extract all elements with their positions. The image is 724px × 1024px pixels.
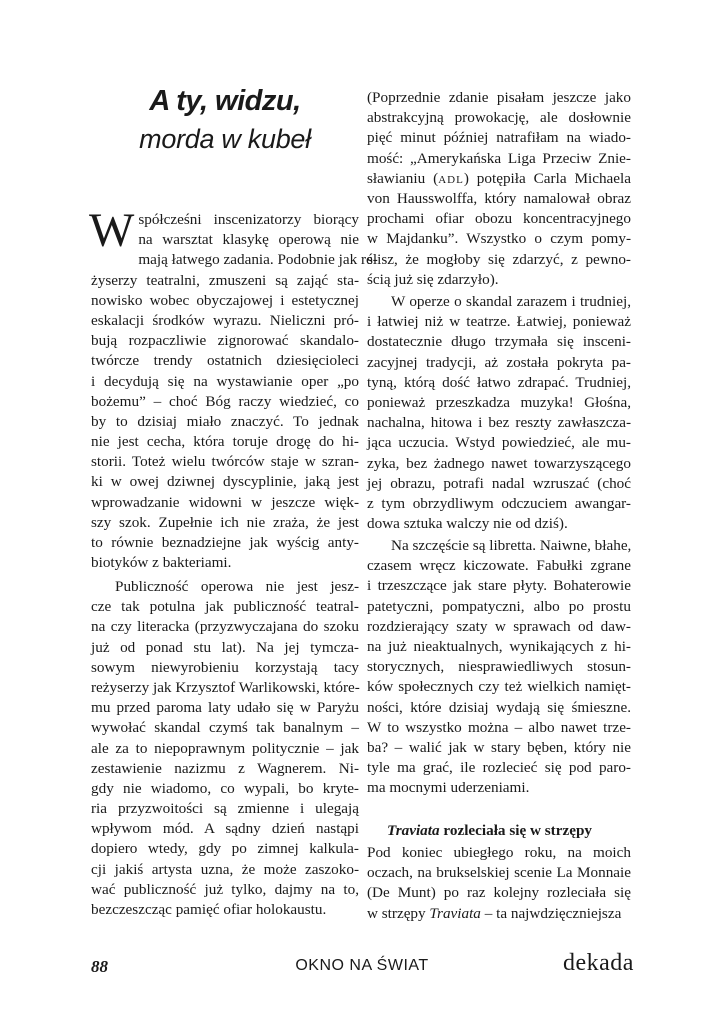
text-line: dostatecznie długo trzymała się insceni- [367,333,631,351]
text-line: W operze o skandal zarazem i trudniej, [391,293,631,310]
text-line: Na szczęście są libretta. Naiwne, błahe, [391,537,632,554]
text-line: w strzępy Traviata – ta najwdzięczniejsza [367,904,622,922]
text-line: ki w owej dziwnej dyscyplinie, jaką jest [91,473,359,491]
text-line: ścią już się zdarzyło). [367,270,499,288]
text-line: ma mocnymi uderzeniami. [367,779,530,797]
text-line: mość: „Amerykańska Liga Przeciw Znie- [367,149,631,167]
text-line: mu przed paroma laty udało się w Paryżu [91,699,359,717]
text-line: zacyjnej tradycji, aż została pokryta pa- [367,353,631,371]
text-line: cze tak potulna jak publiczność teatral- [91,598,359,616]
text-line: ków społecznych czy też wielkich namięt- [367,678,631,696]
text-line: pięć minut później natrafiłam na wiado- [367,129,631,147]
subheading-rest: rozleciała się w strzępy [439,822,592,839]
text-line: wać publiczność już tylko, dajmy na to, [91,880,359,898]
text-line: nowisko wobec obyczajowej i estetycznej [91,291,359,309]
text-line: i łatwiej niż w teatrze. Łatwiej, ponieważ [367,313,631,331]
text-line: spółcześni inscenizatorzy biorący [138,211,359,228]
text-line: to równie beznadziejne jak wyścig anty- [91,534,359,551]
text-line: tyną, którą dość łatwo zdrapać. Trudniej, [367,373,631,391]
text-line: zestawienie nazizmu z Wagnerem. Ni- [91,759,359,777]
text-line: bują rozpaczliwie zignorować skandalo- [91,332,359,350]
text-line: bożemu” – choć Bóg raczy wiedzieć, co [91,392,359,410]
text-line: nachalna, hitowa i bez reszty zawłaszcza- [367,414,631,432]
page-number: 88 [91,957,108,976]
text-line: sławianiu (ADL) potępiła Carla Michaela [367,169,631,187]
text-line: von Hausswolffa, który namalował obraz [367,189,631,207]
text-line: tyle ma grać, ile rozlecieć się pod paro- [367,759,631,777]
left-paragraph-2 [91,577,359,920]
article-title [91,82,359,158]
title-line-2: morda w kubeł [139,124,311,154]
italic-title: Traviata [429,904,481,922]
text-line: czasem wręcz kiczowate. Fabułki zgrane [367,557,631,575]
drop-cap: W [89,204,135,257]
section-subheading [387,821,592,841]
right-paragraph-1 [367,88,631,290]
text-line: rozdzierający szaty w sprawach od daw- [367,617,631,635]
text-line: i trzeszczące jak stare płyty. Bohaterowie [367,577,631,595]
text-line: ności, które dzisiaj wydają się śmieszne. [367,698,631,716]
text-line: na czy literacka (przyzwyczajana do szoku [91,618,359,636]
right-paragraph-4 [367,843,631,924]
text-line: zyka, bez żadnego nawet towarzyszącego [367,454,631,472]
section-name: OKNO NA ŚWIAT [295,957,429,974]
magazine-logo: dekada [563,950,634,976]
text-line: reżyserzy jak Krzysztof Warlikowski, które- [91,678,360,696]
text-line: twórcze trendy ostatnich dziesięcioleci [91,352,359,370]
text-line: (Poprzednie zdanie pisałam jeszcze jako [367,89,631,106]
text-line: dowa sztuka walczy nie od dziś). [367,515,568,533]
text-line: i decydują się na wystawianie oper „po [91,372,359,390]
text-line: ale za to niepoprawnym politycznie – jak [91,739,359,757]
text-line: storii. Toteż wielu twórców staje w szran- [91,453,359,471]
text-line: mają łatwego zadania. Podobnie jak re- [138,251,378,269]
text-line: szy szok. Zupełnie ich nie zraża, że jest [91,513,359,531]
text-line: wywołać skandal czymś tak banalnym – [91,719,359,737]
text-line: ba? – walić jak w stary bęben, który nie [367,738,631,756]
title-line-1: A ty, widzu, [149,85,301,117]
text-line: patetyczni, pompatyczni, albo po prostu [367,597,631,615]
text-line: bezczeszcząc pamięć ofiar holokaustu. [91,901,327,918]
subheading-title: Traviata [387,822,440,839]
text-line: ślisz, że mogłoby się zdarzyć, z pewno- [367,250,631,268]
text-line: Pod koniec ubiegłego roku, na moich [367,844,631,861]
text-line: sowym niewyrobieniu korzystają tacy [91,658,359,676]
text-line: Publiczność operowa nie jest jesz- [115,578,359,595]
text-line: ponieważ przeszkadza muzyka! Głośna, [367,393,631,411]
text-line: już od ponad stu lat). Na jej tymcza- [91,638,359,656]
text-line: na już nieaktualnych, wynikających z hi- [367,637,631,655]
text-line: wpływom mód. A sądny dzień nastąpi [91,820,359,838]
acronym-adl: ADL [438,173,464,186]
text-line: dopiero wtedy, gdy po zimnej kalkula- [91,840,359,858]
text-line: na warsztat klasykę operową nie [138,231,359,249]
text-line: żyserzy teatralni, zmuszeni są zająć sta- [91,271,359,289]
right-paragraph-2 [367,292,631,534]
text-line: storycznych, niesprawiedliwych stosun- [367,658,631,676]
text-line: ria przyzwoitości są zmienne i ulegają [91,800,359,818]
right-paragraph-3 [367,536,631,798]
text-line: abstrakcyjną prowokację, ale dosłownie [367,109,631,127]
text-line: z tym obrzydliwym odczuciem awangar- [367,494,631,512]
text-line: (De Munt) po raz kolejny rozleciała się [367,884,631,902]
left-paragraph-1 [89,204,378,573]
text-line: cji jakiś artysta uzna, że może zaszoko- [91,860,359,878]
text-line: eskalacji środków wyrazu. Nieliczni pró- [91,311,359,329]
text-line: by to dzisiaj miało znaczyć. To jednak [91,412,359,430]
text-line: wprowadzanie widowni w jeszcze więk- [91,493,359,511]
text-line: nie jest cecha, która toruje drogę do hi- [91,433,359,451]
text-line: prochami ofiar obozu koncentracyjnego [367,210,631,228]
text-line: W to wszystko można – albo nawet trze- [367,718,631,736]
text-line: biotyków z bakteriami. [91,554,232,572]
text-line: oczach, na brukselskiej scenie La Monnaie [367,864,631,882]
text-line: jąca uczucia. Wstyd powiedzieć, ale mu- [367,434,631,452]
text-line: jej obrazu, potrafi nadal wzruszać (choć [367,474,631,492]
text-line: w Majdanku”. Wszystko o czym pomy- [367,230,631,248]
text-line: gdy nie wiadomo, co wypali, bo kryte- [91,779,359,797]
